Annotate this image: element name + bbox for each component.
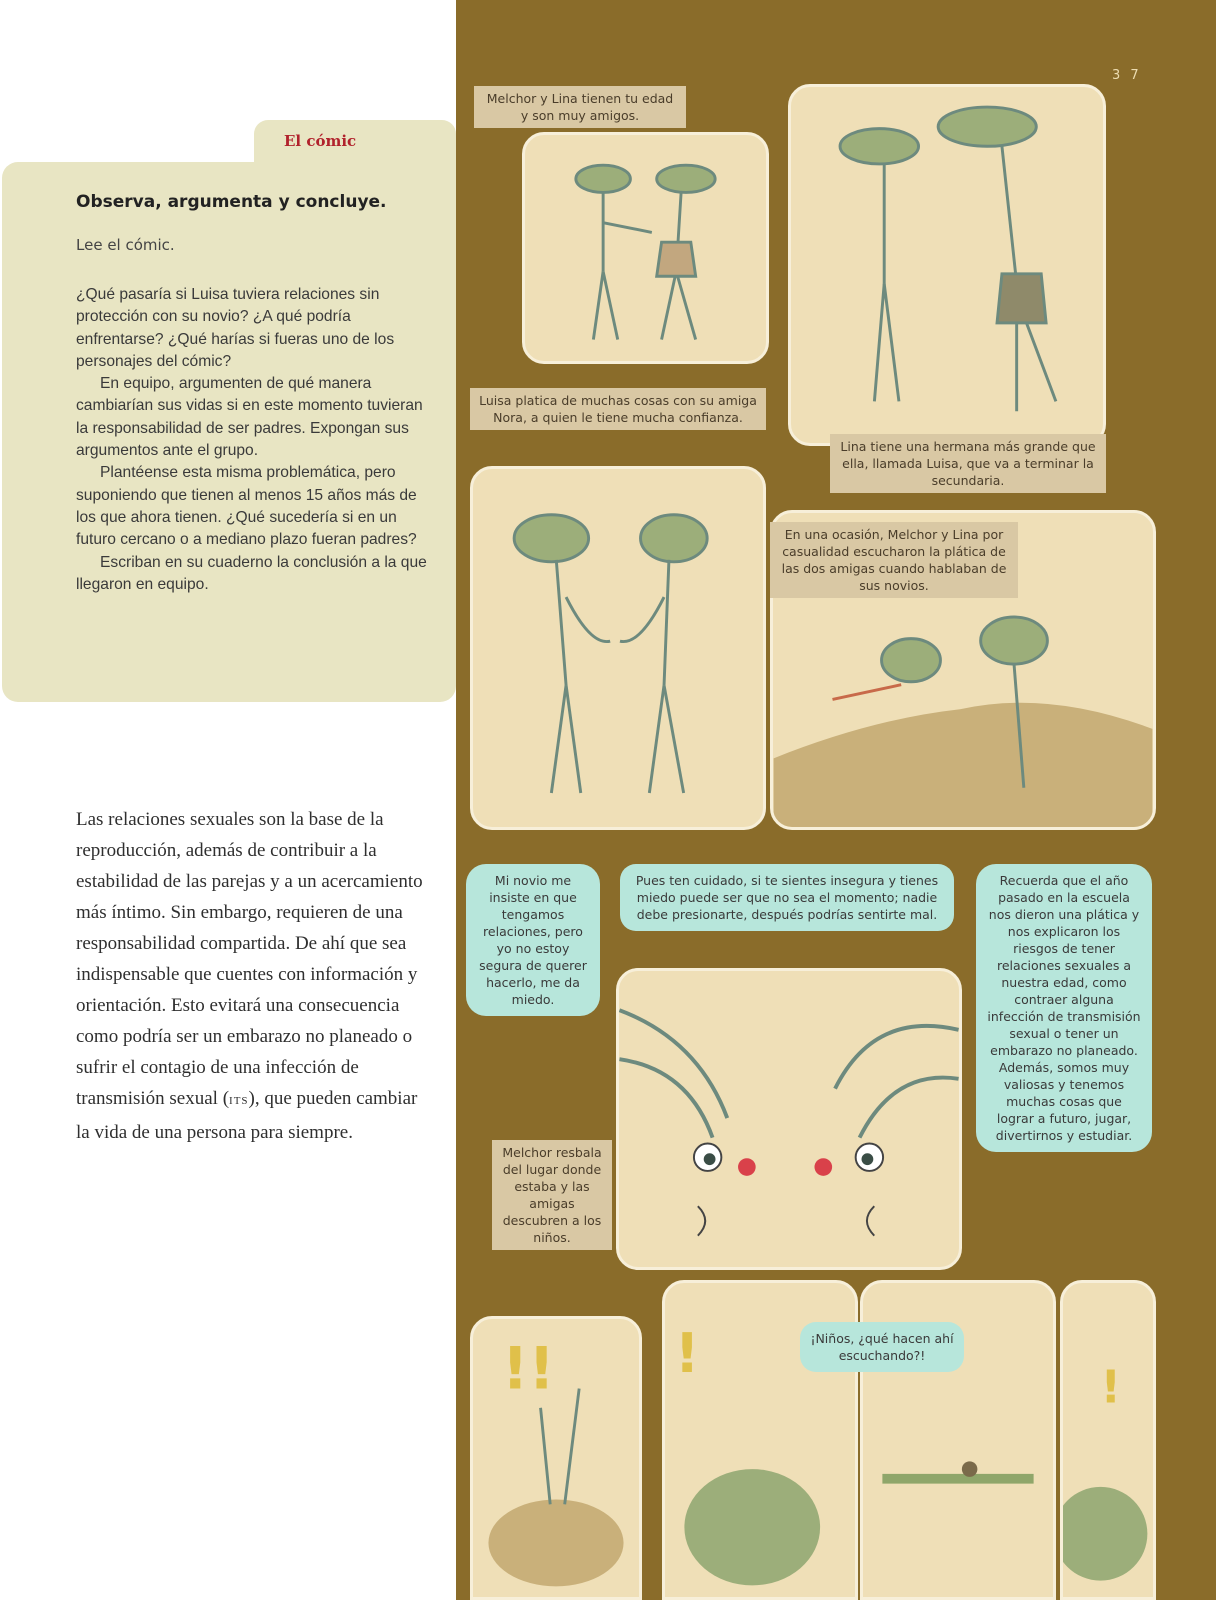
comic-panel-6: [470, 1316, 642, 1600]
panel-5-illustration: [619, 971, 959, 1267]
panel-6-illustration: [473, 1319, 639, 1597]
comic-panel-1: [522, 132, 769, 364]
speech-bubble-3: Recuerda que el año pasado en la escuela nos dieron una plática y nos explicaron los riesgos de tener relaciones sexuales a nuestra edad, como contraer alguna infección de transmisión sexual o tener un embarazo no planeado. Además, somos muy valiosas y tenemos muchas cosas que lograr a futuro, jugar, divertirnos y estudiar.: [976, 864, 1152, 1152]
caption-3: Luisa platica de muchas cosas con su amiga Nora, a quien le tiene mucha confianza.: [470, 388, 766, 430]
caption-5: Melchor resbala del lugar donde estaba y las amigas descubren a los niños.: [492, 1140, 612, 1250]
main-text-part-2: ), que pueden cambiar la vida de una persona para siempre.: [76, 1088, 418, 1143]
caption-4: En una ocasión, Melchor y Lina por casualidad escucharon la plática de las dos amigas cuando hablaban de sus novios.: [770, 522, 1018, 598]
comic-panel-5: [616, 968, 962, 1270]
panel-9-illustration: [1063, 1283, 1153, 1597]
speech-bubble-1: Mi novio me insiste en que tengamos relaciones, pero yo no estoy segura de querer hacerlo, me da miedo.: [466, 864, 600, 1016]
caption-2: Lina tiene una hermana más grande que ella, llamada Luisa, que va a terminar la secundaria.: [830, 434, 1106, 493]
speech-bubble-2: Pues ten cuidado, si te sientes insegura y tienes miedo puede ser que no sea el momento; nadie debe presionarte, después podrías sentirte mal.: [620, 864, 954, 931]
comic-panel-2: [788, 84, 1106, 446]
panel-3-illustration: [473, 469, 763, 827]
activity-title: Observa, argumenta y concluye.: [76, 192, 387, 212]
svg-text:!!: !!: [501, 1334, 555, 1403]
caption-1: Melchor y Lina tienen tu edad y son muy amigos.: [474, 86, 686, 128]
activity-body: [76, 284, 436, 596]
page-number: 3 7: [1112, 68, 1142, 83]
main-text-abbr: ITS: [229, 1095, 249, 1107]
activity-intro: Lee el cómic.: [76, 236, 175, 254]
panel-1-illustration: [525, 135, 766, 361]
comic-panel-3: [470, 466, 766, 830]
main-text-part-1: Las relaciones sexuales son la base de la reproducción, además de contribuir a la estabilidad de las parejas y a un acercamiento más íntimo. Sin embargo, requieren de una responsabilidad compartida. De ahí que sea indispensable que cuentes con información y orientación. Esto evitará una consecuencia como podría ser un embarazo no planeado o sufrir el contagio de una infección de transmisión sexual (: [76, 809, 423, 1109]
speech-bubble-4: ¡Niños, ¿qué hacen ahí escuchando?!: [800, 1322, 964, 1372]
panel-2-illustration: [791, 87, 1103, 443]
activity-paragraph-4: Escriban en su cuaderno la conclusión a la que llegaron en equipo.: [76, 553, 427, 593]
activity-tab-label: El cómic: [284, 132, 357, 150]
svg-text:!: !: [674, 1322, 700, 1386]
activity-paragraph-2: En equipo, argumenten de qué manera cambiarían sus vidas si en este momento tuvieran la responsabilidad de ser padres. Expongan sus argumentos ante el grupo.: [76, 375, 423, 460]
svg-text:!: !: [1100, 1360, 1122, 1414]
activity-paragraph-3: Plantéense esta misma problemática, pero suponiendo que tienen al menos 15 años más de los que ahora tienen. ¿Qué sucedería si en un futuro cercano o a mediano plazo fueran padres?: [76, 464, 417, 549]
comic-panel-9: [1060, 1280, 1156, 1600]
main-text: [76, 804, 432, 1148]
activity-paragraph-1: ¿Qué pasaría si Luisa tuviera relaciones sin protección con su novio? ¿A qué podría enfrentarse? ¿Qué harías si fueras uno de los personajes del cómic?: [76, 286, 395, 370]
